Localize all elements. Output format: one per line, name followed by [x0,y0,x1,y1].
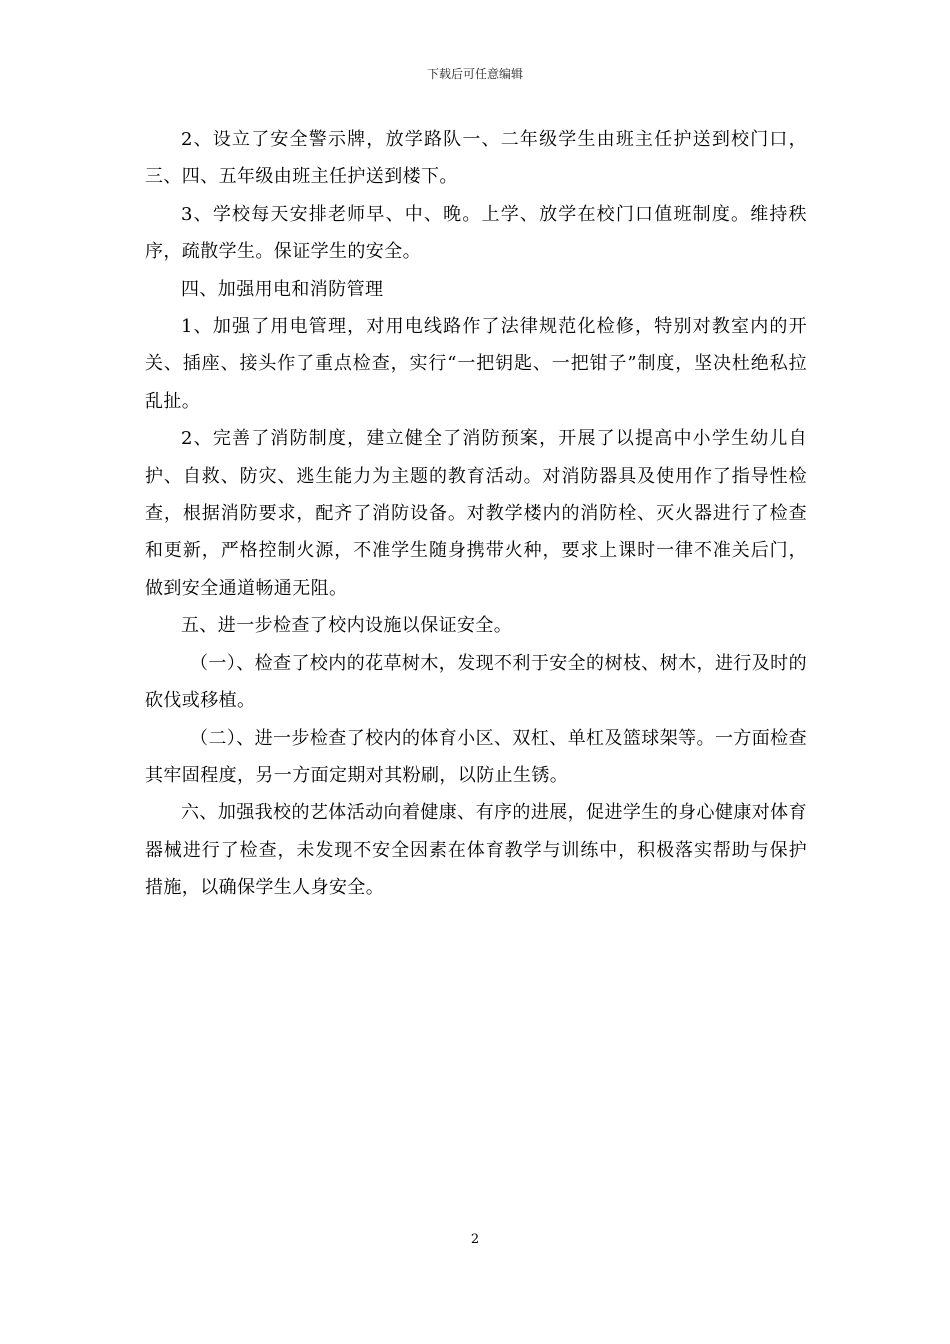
section-heading-arts-sports: 六、加强我校的艺体活动向着健康、有序的进展，促进学生的身心健康对体育器械进行了检查，未发现不安全因素在体育教学与训练中，积极落实帮助与保护措施，以确保学生人身安全。 [145,802,807,899]
page-number: 2 [470,1232,480,1247]
paragraph-electricity-management: 1、加强了用电管理，对用电线路作了法律规范化检修，特别对教室内的开关、插座、接头作了重点检查，实行“一把钥匙、一把钳子”制度，坚决杜绝私拉乱扯。 [145,316,807,412]
document-body [145,121,807,907]
paragraph-safety-signs: 2、设立了安全警示牌，放学路队一、二年级学生由班主任护送到校门口，三、四、五年级由班主任护送到楼下。 [145,129,807,188]
paragraph-teacher-duty: 3、学校每天安排老师早、中、晚。上学、放学在校门口值班制度。维持秩序，疏散学生。保证学生的安全。 [145,203,807,263]
section-heading-facilities: 五、进一步检查了校内设施以保证安全。 [181,615,513,637]
paragraph-sports-equipment: （二）、进一步检查了校内的体育小区、双杠、单杠及篮球架等。一方面检查其牢固程度，另一方面定期对其粉刷，以防止生锈。 [145,727,807,786]
section-heading-electricity-fire: 四、加强用电和消防管理 [181,278,384,300]
paragraph-fire-system: 2、完善了消防制度，建立健全了消防预案，开展了以提高中小学生幼儿自护、自救、防灾、逃生能力为主题的教育活动。对消防器具及使用作了指导性检查，根据消防要求，配齐了消防设备。对教学楼内的消防栓、灭火器进行了检查和更新，严格控制火源，不准学生随身携带火种，要求上课时一律不准关后门，做到安全通道畅通无阻。 [145,428,807,599]
paragraph-plants-trees: （一）、检查了校内的花草树木，发现不利于安全的树枝、树木，进行及时的砍伐或移植。 [145,652,807,712]
page-header: 下载后可任意编辑 [426,67,523,81]
